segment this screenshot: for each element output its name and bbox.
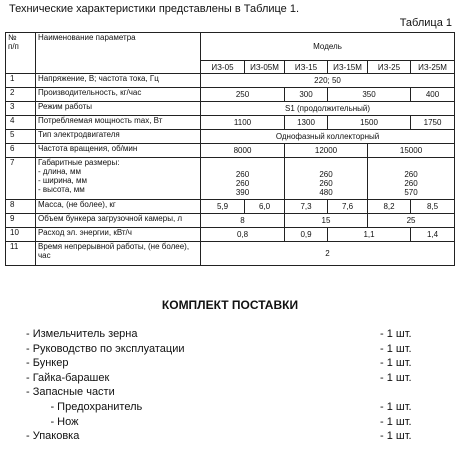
row-value: 5,9 — [201, 200, 245, 214]
list-item — [0, 371, 460, 386]
kit-item-name: - Руководство по эксплуатации — [26, 342, 185, 355]
col-header-param: Наименование параметра — [36, 33, 201, 74]
table-row — [6, 74, 455, 88]
row-value: 8000 — [201, 144, 285, 158]
row-value: 8,2 — [368, 200, 411, 214]
kit-item-qty: - 1 шт. — [380, 430, 412, 443]
row-parameter: Габаритные размеры: - длина, мм - ширина, мм - высота, мм — [36, 158, 201, 200]
table-header-row — [6, 33, 455, 61]
row-value: Однофазный коллекторный — [201, 130, 455, 144]
row-value: 6,0 — [245, 200, 285, 214]
kit-item-qty: - 1 шт. — [380, 371, 412, 384]
row-value: 350 — [328, 88, 411, 102]
kit-item-qty: - 1 шт. — [380, 415, 412, 428]
row-value: 1,4 — [411, 228, 455, 242]
row-value: 15000 — [368, 144, 455, 158]
row-parameter: Производительность, кг/час — [36, 88, 201, 102]
table-row — [6, 214, 455, 228]
list-item — [0, 385, 460, 400]
kit-item-name: - Запасные части — [26, 386, 115, 399]
model-header: ИЗ-15М — [328, 61, 368, 74]
kit-item-qty: - 1 шт. — [380, 342, 412, 355]
table-row — [6, 102, 455, 116]
table-row — [6, 88, 455, 102]
row-parameter: Напряжение, В; частота тока, Гц — [36, 74, 201, 88]
row-value: 2 — [201, 242, 455, 266]
list-item — [0, 415, 460, 430]
row-value: S1 (продолжительный) — [201, 102, 455, 116]
table-row — [6, 228, 455, 242]
row-value: 15 — [285, 214, 368, 228]
row-parameter: Масса, (не более), кг — [36, 200, 201, 214]
row-value: 400 — [411, 88, 455, 102]
kit-item-name: - Измельчитель зерна — [26, 328, 138, 340]
model-header: ИЗ-25М — [411, 61, 455, 74]
list-item — [0, 356, 460, 371]
list-item — [0, 429, 460, 444]
model-header: ИЗ-25 — [368, 61, 411, 74]
row-value: 300 — [285, 88, 328, 102]
kit-item-qty: - 1 шт. — [380, 400, 412, 413]
model-header: ИЗ-05М — [245, 61, 285, 74]
model-header: ИЗ-15 — [285, 61, 328, 74]
kit-item-qty: - 1 шт. — [380, 328, 412, 340]
row-value: 1100 — [201, 116, 285, 130]
table-row — [6, 144, 455, 158]
row-value: 12000 — [285, 144, 368, 158]
row-number: 3 — [6, 102, 36, 116]
row-value: 260 260 390 — [201, 158, 285, 200]
row-value: 1300 — [285, 116, 328, 130]
table-row — [6, 116, 455, 130]
row-number: 7 — [6, 158, 36, 200]
row-value: 7,3 — [285, 200, 328, 214]
row-number: 2 — [6, 88, 36, 102]
row-number: 4 — [6, 116, 36, 130]
row-parameter: Расход эл. энергии, кВт/ч — [36, 228, 201, 242]
row-number: 10 — [6, 228, 36, 242]
row-value: 7,6 — [328, 200, 368, 214]
row-value: 1,1 — [328, 228, 411, 242]
table-row — [6, 158, 455, 200]
table-row — [6, 130, 455, 144]
kit-item-name: - Бункер — [26, 357, 69, 370]
kit-list — [0, 327, 460, 444]
row-value: 0,9 — [285, 228, 328, 242]
spec-table — [5, 32, 455, 266]
model-header: ИЗ-05 — [201, 61, 245, 74]
row-value: 250 — [201, 88, 285, 102]
kit-item-name: - Упаковка — [26, 430, 80, 443]
kit-title: КОМПЛЕКТ ПОСТАВКИ — [161, 298, 299, 312]
row-value: 8 — [201, 214, 285, 228]
row-value: 260 260 480 — [285, 158, 368, 200]
kit-item-name: - Нож — [26, 415, 79, 428]
list-item — [0, 327, 460, 342]
row-number: 5 — [6, 130, 36, 144]
row-value: 25 — [368, 214, 455, 228]
list-item — [0, 342, 460, 357]
kit-item-qty: - 1 шт. — [380, 357, 412, 370]
row-value: 8,5 — [411, 200, 455, 214]
table-row — [6, 242, 455, 266]
row-parameter: Объем бункера загрузочной камеры, л — [36, 214, 201, 228]
list-item — [0, 400, 460, 415]
row-value: 260 260 570 — [368, 158, 455, 200]
row-number: 8 — [6, 200, 36, 214]
row-number: 11 — [6, 242, 36, 266]
row-value: 220; 50 — [201, 74, 455, 88]
table-row — [6, 200, 455, 214]
kit-item-name: - Предохранитель — [26, 400, 143, 413]
row-parameter: Частота вращения, об/мин — [36, 144, 201, 158]
row-parameter: Режим работы — [36, 102, 201, 116]
row-number: 9 — [6, 214, 36, 228]
intro-text: Технические характеристики представлены в Таблице 1. — [9, 3, 300, 15]
kit-item-name: - Гайка-барашек — [26, 371, 110, 384]
row-parameter: Потребляемая мощность max, Вт — [36, 116, 201, 130]
table-number: Таблица 1 — [399, 17, 452, 29]
row-number: 1 — [6, 74, 36, 88]
row-value: 0,8 — [201, 228, 285, 242]
col-header-no: № п/п — [6, 33, 36, 74]
row-value: 1500 — [328, 116, 411, 130]
row-number: 6 — [6, 144, 36, 158]
row-parameter: Тип электродвигателя — [36, 130, 201, 144]
row-parameter: Время непрерывной работы, (не более), час — [36, 242, 201, 266]
col-header-model: Модель — [201, 33, 455, 61]
row-value: 1750 — [411, 116, 455, 130]
